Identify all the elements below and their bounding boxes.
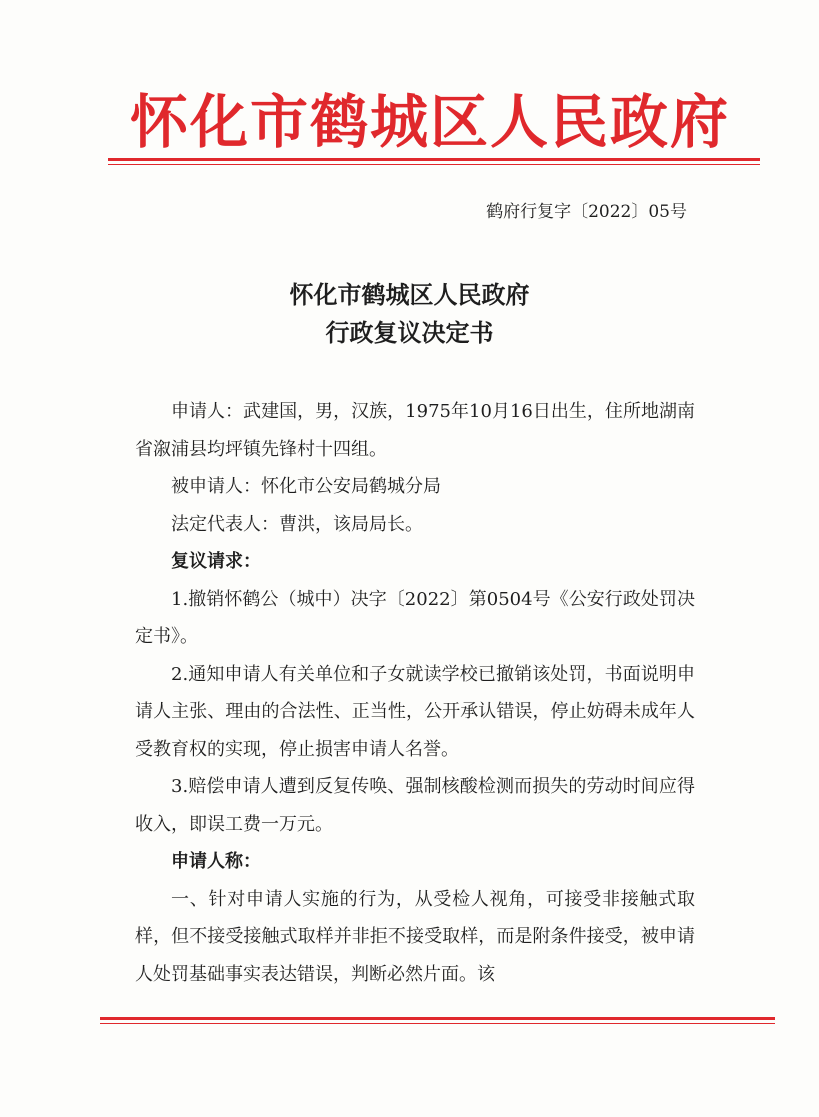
paragraph-claim-1: 一、针对申请人实施的行为，从受检人视角，可接受非接触式取样，但不接受接触式取样并非拒不接受取样，而是附条件接受，被申请人处罚基础事实表达错误，判断必然片面。该 [135,888,695,985]
paragraph-legal-representative: 法定代表人：曹洪，该局局长。 [171,513,423,535]
paragraph-request-1: 1.撤销怀鹤公（城中）决字〔2022〕第0504号《公安行政处罚决定书》。 [135,588,695,647]
paragraph-request-2: 2.通知申请人有关单位和子女就读学校已撤销该处罚，书面说明申请人主张、理由的合法性、正当性，公开承认错误，停止妨碍未成年人受教育权的实现，停止损害申请人名誉。 [135,663,695,760]
masthead-org-name: 怀化市鹤城区人民政府 [129,88,730,156]
heading-applicant-claims: 申请人称： [171,851,261,872]
heading-review-requests: 复议请求： [171,551,261,572]
footer-red-rule [100,1017,775,1020]
paragraph-applicant: 申请人：武建国，男，汉族，1975年10月16日出生，住所地湖南省溆浦县均坪镇先锋村十四组。 [135,401,695,460]
masthead-red-rule [108,158,760,161]
document-body [135,393,695,993]
document-title-line1: 怀化市鹤城区人民政府 [289,280,530,309]
paragraph-respondent: 被申请人：怀化市公安局鹤城分局 [171,476,441,497]
paragraph-request-3: 3.赔偿申请人遭到反复传唤、强制核酸检测而损失的劳动时间应得收入，即误工费一万元。 [135,776,695,835]
document-title-line2: 行政复议决定书 [325,318,494,347]
document-number: 鹤府行复字〔2022〕05号 [486,202,687,222]
